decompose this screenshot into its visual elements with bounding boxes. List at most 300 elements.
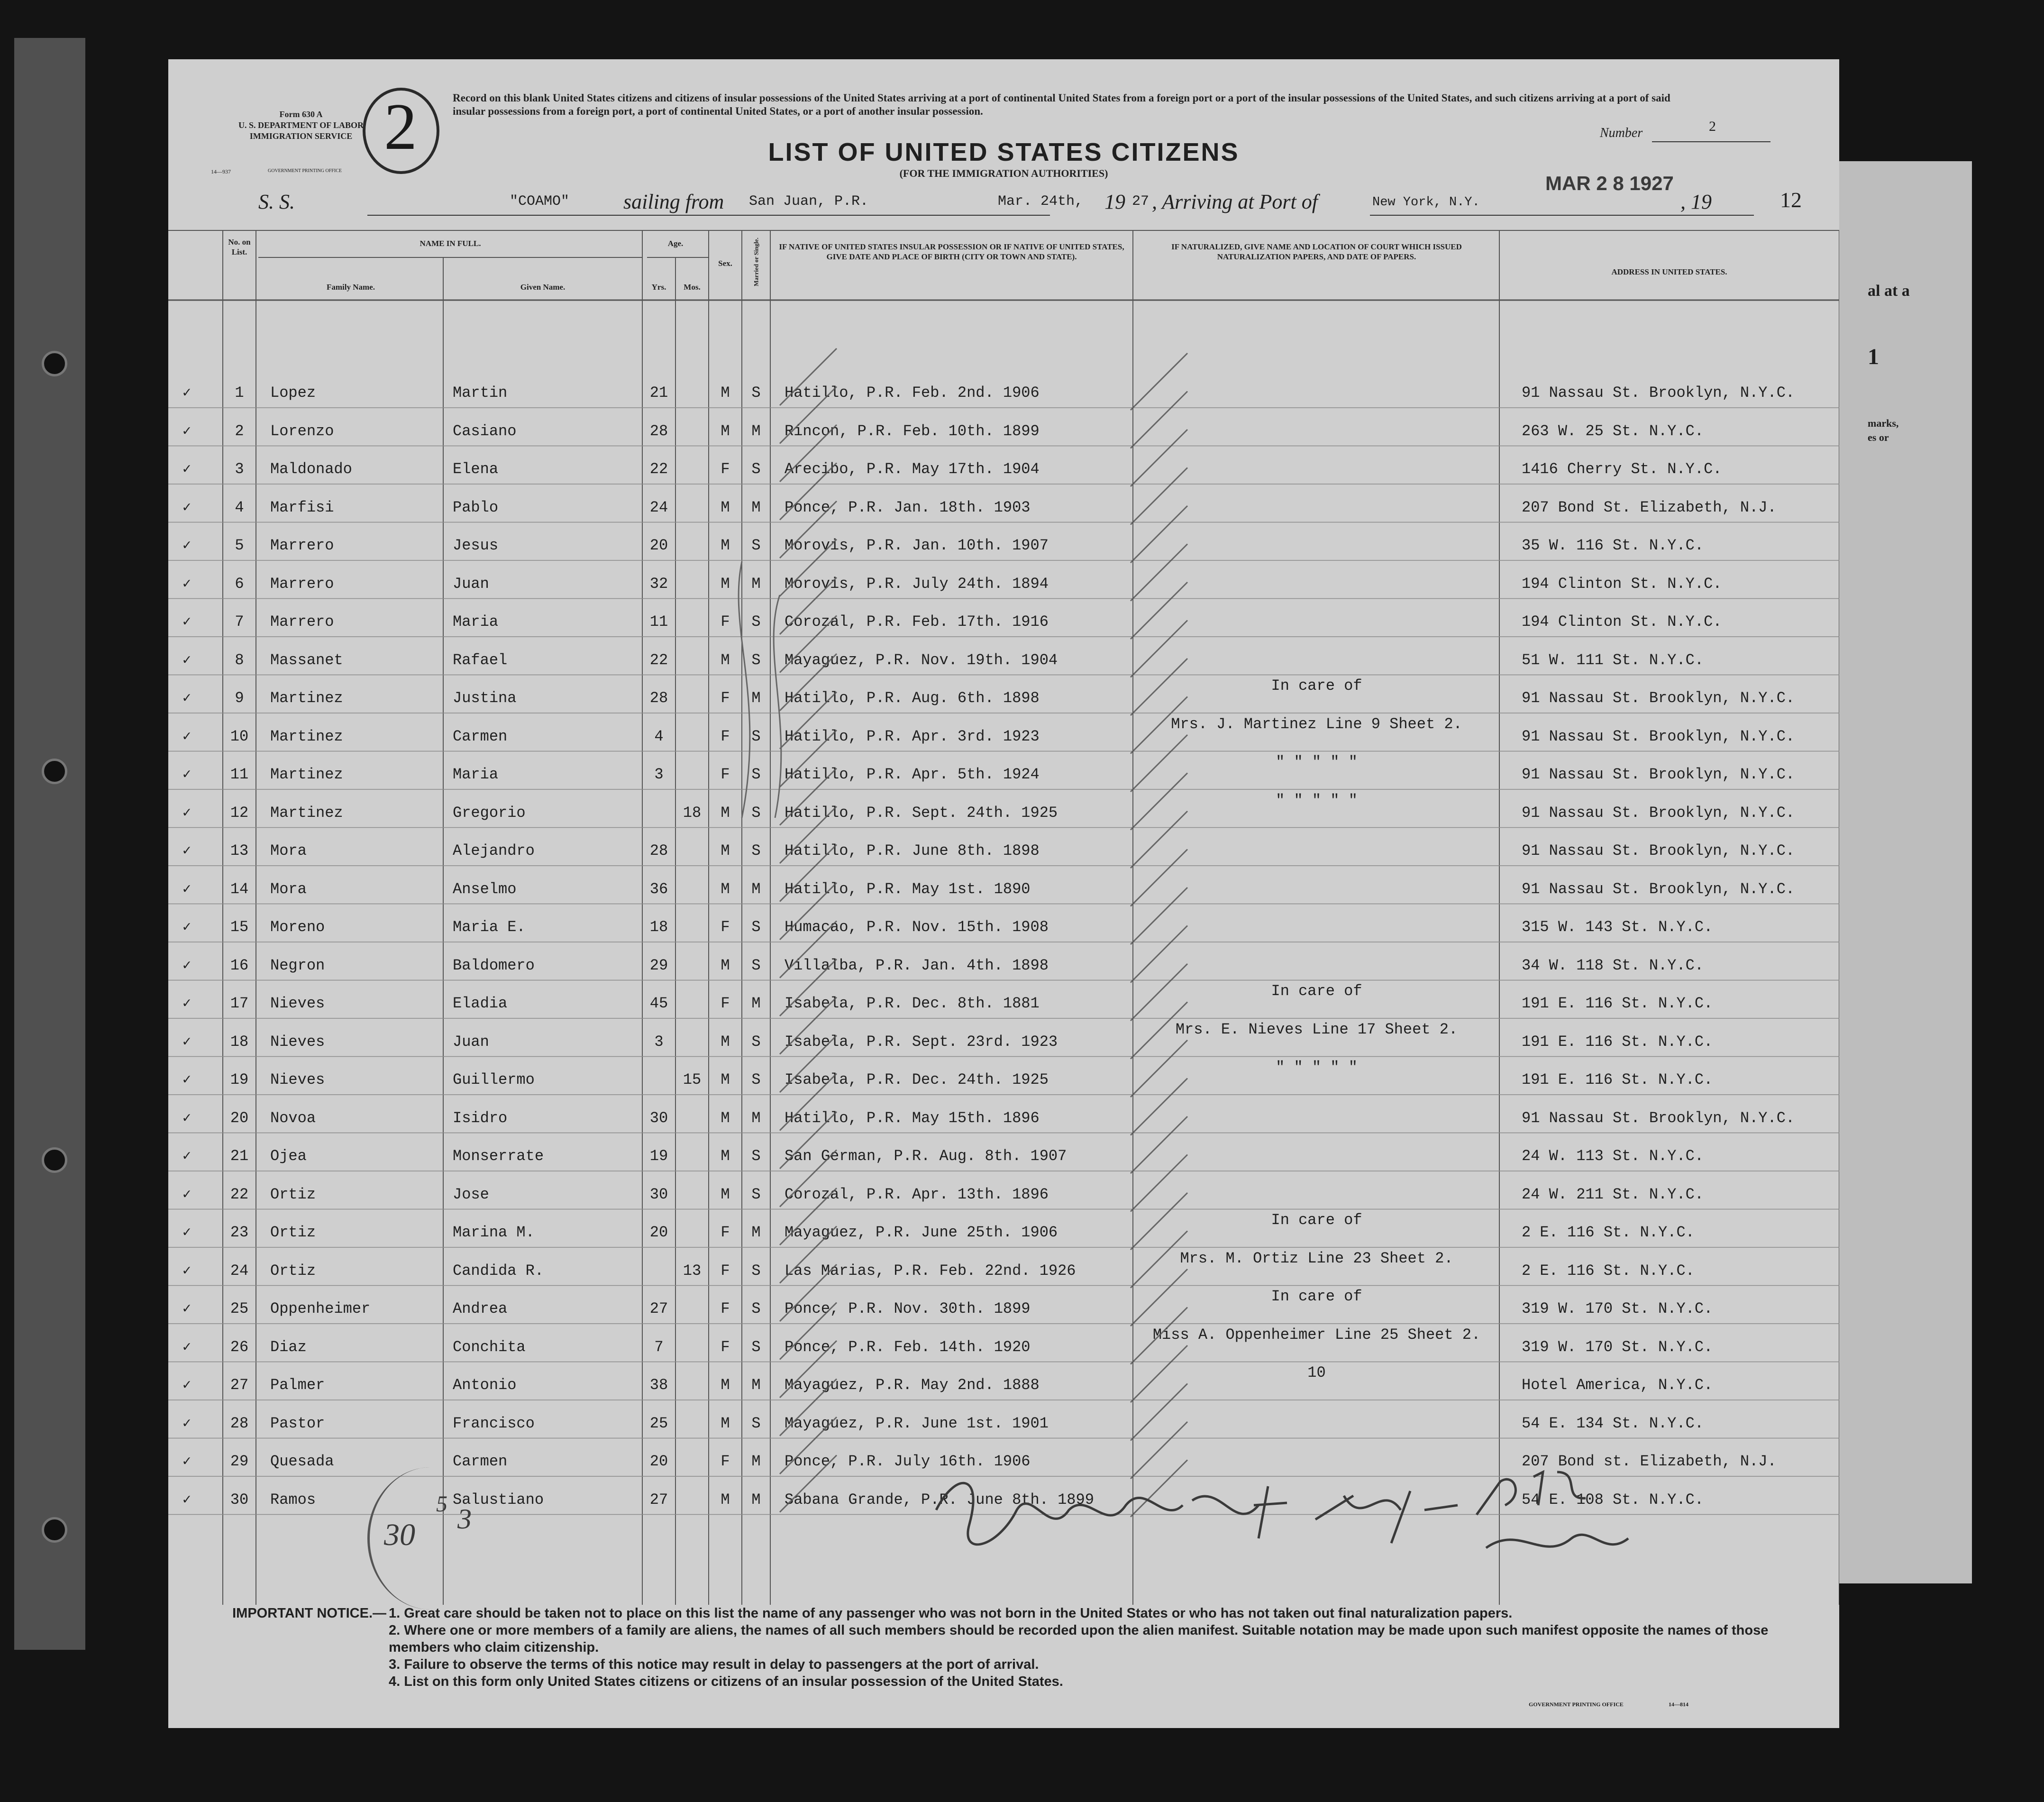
- sex: F: [721, 995, 730, 1012]
- sex: M: [721, 1033, 730, 1051]
- check-mark-icon: ✓: [182, 843, 192, 860]
- family-name: Martinez: [270, 804, 343, 822]
- sex: F: [721, 1262, 730, 1280]
- notice-item-2: 2. Where one or more members of a family are aliens, the names of all such members should be recorded upon the alien manifest. Suitable notation may be made upon such manifest opposite the names of those members who claim citizenship.: [389, 1623, 1769, 1655]
- age-years: 28: [649, 842, 668, 860]
- naturalization-note: In care of: [1271, 677, 1362, 695]
- departure-port: San Juan, P.R.: [749, 193, 869, 210]
- birth-place-date: Hatillo, P.R. Aug. 6th. 1898: [785, 689, 1040, 707]
- given-name: Maria: [453, 766, 499, 783]
- age-years: 24: [649, 498, 668, 516]
- check-mark-icon: ✓: [182, 614, 192, 631]
- col-married-single: Married or Single.: [752, 238, 760, 286]
- address: 54 E. 108 St. N.Y.C.: [1522, 1491, 1704, 1509]
- birth-place-date: Ponce, P.R. Jan. 18th. 1903: [785, 498, 1031, 516]
- year-prefix: 19: [1104, 190, 1125, 213]
- age-years: 27: [649, 1300, 668, 1317]
- underlying-page: [1839, 161, 1972, 1583]
- pencil-check-marks: [168, 59, 1839, 1624]
- underlying-text: es or: [1868, 431, 1889, 443]
- check-mark-icon: ✓: [182, 920, 192, 936]
- sex: F: [721, 918, 730, 936]
- side-tally: 30: [384, 1518, 415, 1552]
- check-mark-icon: ✓: [182, 1416, 192, 1432]
- sex: M: [721, 1491, 730, 1509]
- row-number: 5: [235, 537, 244, 554]
- marital-status: M: [751, 575, 761, 593]
- binder-hole: [42, 1147, 67, 1173]
- row-number: 12: [230, 804, 249, 822]
- row-number: 24: [230, 1262, 249, 1280]
- binder-strip: [14, 38, 85, 1650]
- given-name: Maria: [453, 613, 499, 631]
- marital-status: S: [751, 651, 761, 669]
- naturalization-note: " " " " ": [1276, 753, 1358, 771]
- address: 319 W. 170 St. N.Y.C.: [1522, 1338, 1713, 1356]
- underlying-text: al at a: [1868, 282, 1910, 300]
- family-name: Martinez: [270, 689, 343, 707]
- sex: F: [721, 1224, 730, 1241]
- naturalization-note: " " " " ": [1276, 1059, 1358, 1076]
- sex: M: [721, 1185, 730, 1203]
- service-name: IMMIGRATION SERVICE: [249, 131, 353, 141]
- print-code: 14—937: [211, 168, 231, 175]
- given-name: Elena: [453, 460, 499, 478]
- binder-hole: [42, 351, 67, 376]
- col-age: Age.: [667, 239, 684, 248]
- sex: M: [721, 1414, 730, 1432]
- family-name: Novoa: [270, 1109, 316, 1127]
- marital-status: M: [751, 1224, 761, 1241]
- col-given-name: Given Name.: [520, 283, 566, 292]
- age-years: 20: [649, 537, 668, 554]
- row-number: 16: [230, 956, 249, 974]
- birth-place-date: Hatillo, P.R. June 8th. 1898: [785, 842, 1040, 860]
- address: Hotel America, N.Y.C.: [1522, 1376, 1713, 1394]
- row-number: 2: [235, 422, 244, 440]
- side-tally-sup: 5: [436, 1491, 447, 1517]
- sex: M: [721, 1147, 730, 1165]
- address: 91 Nassau St. Brooklyn, N.Y.C.: [1522, 384, 1795, 402]
- given-name: Carmen: [453, 727, 508, 745]
- naturalization-note: In care of: [1271, 1288, 1362, 1305]
- family-name: Ojea: [270, 1147, 307, 1165]
- naturalization-note: Mrs. E. Nieves Line 17 Sheet 2.: [1175, 1020, 1458, 1038]
- number-value: 2: [1709, 119, 1716, 134]
- age-years: 19: [649, 1147, 668, 1165]
- birth-place-date: Isabela, P.R. Dec. 8th. 1881: [785, 995, 1040, 1012]
- col-birth-place: IF NATIVE OF UNITED STATES INSULAR POSSESSION OR IF NATIVE OF UNITED STATES, GIVE DATE AND PLACE OF BIRTH (CITY OR TOWN AND STATE).: [779, 242, 1124, 261]
- notice-item-1: 1. Great care should be taken not to place on this list the name of any passenger who was not born in the United States or who has not taken out final naturalization papers.: [389, 1606, 1513, 1621]
- birth-place-date: Mayaguez, P.R. June 25th. 1906: [785, 1224, 1058, 1241]
- address: 91 Nassau St. Brooklyn, N.Y.C.: [1522, 880, 1795, 898]
- printing-office: GOVERNMENT PRINTING OFFICE: [268, 168, 342, 174]
- department-name: U. S. DEPARTMENT OF LABOR: [238, 120, 364, 130]
- birth-place-date: Corozal, P.R. Apr. 13th. 1896: [785, 1185, 1049, 1203]
- address: 263 W. 25 St. N.Y.C.: [1522, 422, 1704, 440]
- address: 194 Clinton St. N.Y.C.: [1522, 575, 1722, 593]
- col-no-on-list: No. on List.: [228, 238, 251, 256]
- age-years: 30: [649, 1185, 668, 1203]
- marital-status: S: [751, 956, 761, 974]
- given-name: Jesus: [453, 537, 499, 554]
- birth-place-date: Hatillo, P.R. Sept. 24th. 1925: [785, 804, 1058, 822]
- given-name: Baldomero: [453, 956, 535, 974]
- age-years: 38: [649, 1376, 668, 1394]
- sex: M: [721, 880, 730, 898]
- number-label: Number: [1600, 126, 1643, 140]
- notice-lead: IMPORTANT NOTICE.—: [232, 1606, 386, 1621]
- age-years: 27: [649, 1491, 668, 1509]
- row-number: 1: [235, 384, 244, 402]
- given-name: Maria E.: [453, 918, 526, 936]
- naturalization-note: In care of: [1271, 982, 1362, 1000]
- row-number: 4: [235, 498, 244, 516]
- age-years: 4: [654, 727, 664, 745]
- birth-place-date: Hatillo, P.R. May 15th. 1896: [785, 1109, 1040, 1127]
- ship-name: "COAMO": [510, 193, 570, 210]
- birth-place-date: Ponce, P.R. July 16th. 1906: [785, 1453, 1031, 1470]
- marital-status: S: [751, 613, 761, 631]
- given-name: Pablo: [453, 498, 499, 516]
- col-name-in-full: NAME IN FULL.: [420, 239, 481, 248]
- naturalization-note: Mrs. M. Ortiz Line 23 Sheet 2.: [1180, 1249, 1453, 1267]
- given-name: Monserrate: [453, 1147, 544, 1165]
- check-mark-icon: ✓: [182, 576, 192, 593]
- inspector-signature: [927, 1453, 1666, 1576]
- family-name: Marrero: [270, 613, 334, 631]
- birth-place-date: Mayaguez, P.R. May 2nd. 1888: [785, 1376, 1040, 1394]
- check-mark-icon: ✓: [182, 538, 192, 554]
- address: 2 E. 116 St. N.Y.C.: [1522, 1262, 1695, 1280]
- footer-print-code: 14—814: [1669, 1701, 1688, 1708]
- address: 54 E. 134 St. N.Y.C.: [1522, 1414, 1704, 1432]
- row-number: 19: [230, 1071, 249, 1089]
- given-name: Guillermo: [453, 1071, 535, 1089]
- given-name: Gregorio: [453, 804, 526, 822]
- family-name: Nieves: [270, 1071, 325, 1089]
- marital-status: S: [751, 1147, 761, 1165]
- family-name: Lorenzo: [270, 422, 334, 440]
- address: 91 Nassau St. Brooklyn, N.Y.C.: [1522, 727, 1795, 745]
- family-name: Ortiz: [270, 1185, 316, 1203]
- family-name: Mora: [270, 842, 307, 860]
- given-name: Conchita: [453, 1338, 526, 1356]
- family-name: Nieves: [270, 1033, 325, 1051]
- marital-status: S: [751, 1262, 761, 1280]
- row-number: 28: [230, 1414, 249, 1432]
- marital-status: S: [751, 537, 761, 554]
- underlying-text: 1: [1868, 344, 1879, 369]
- col-family-name: Family Name.: [327, 283, 375, 292]
- family-name: Mora: [270, 880, 307, 898]
- col-age-months: Mos.: [684, 283, 701, 292]
- family-name: Lopez: [270, 384, 316, 402]
- age-years: 22: [649, 651, 668, 669]
- sex: M: [721, 537, 730, 554]
- family-name: Marrero: [270, 575, 334, 593]
- marital-status: S: [751, 918, 761, 936]
- row-number: 21: [230, 1147, 249, 1165]
- sex: M: [721, 842, 730, 860]
- given-name: Juan: [453, 575, 489, 593]
- important-notice: [213, 1605, 1825, 1690]
- age-months: 15: [683, 1071, 702, 1089]
- family-name: Negron: [270, 956, 325, 974]
- family-name: Quesada: [270, 1453, 334, 1470]
- address: 51 W. 111 St. N.Y.C.: [1522, 651, 1704, 669]
- row-number: 7: [235, 613, 244, 631]
- marital-status: S: [751, 460, 761, 478]
- check-mark-icon: ✓: [182, 500, 192, 516]
- family-name: Maldonado: [270, 460, 352, 478]
- row-number: 20: [230, 1109, 249, 1127]
- departure-year: 27: [1132, 193, 1150, 210]
- address: 34 W. 118 St. N.Y.C.: [1522, 956, 1704, 974]
- arrival-port: New York, N.Y.: [1372, 195, 1480, 210]
- given-name: Eladia: [453, 995, 508, 1012]
- col-address: ADDRESS IN UNITED STATES.: [1611, 267, 1727, 276]
- age-years: 20: [649, 1453, 668, 1470]
- form-number: Form 630 A: [279, 110, 323, 119]
- check-mark-icon: ✓: [182, 462, 192, 478]
- address: 194 Clinton St. N.Y.C.: [1522, 613, 1722, 631]
- address: 35 W. 116 St. N.Y.C.: [1522, 537, 1704, 554]
- sex: F: [721, 727, 730, 745]
- family-name: Oppenheimer: [270, 1300, 371, 1317]
- birth-place-date: Corozal, P.R. Feb. 17th. 1916: [785, 613, 1049, 631]
- address: 91 Nassau St. Brooklyn, N.Y.C.: [1522, 804, 1795, 822]
- family-name: Ortiz: [270, 1224, 316, 1241]
- family-name: Marrero: [270, 537, 334, 554]
- check-mark-icon: ✓: [182, 385, 192, 402]
- age-years: 29: [649, 956, 668, 974]
- birth-place-date: Ponce, P.R. Nov. 30th. 1899: [785, 1300, 1031, 1317]
- birth-place-date: Morovis, P.R. Jan. 10th. 1907: [785, 537, 1049, 554]
- row-number: 23: [230, 1224, 249, 1241]
- age-years: 21: [649, 384, 668, 402]
- row-number: 29: [230, 1453, 249, 1470]
- row-number: 18: [230, 1033, 249, 1051]
- marital-status: S: [751, 1071, 761, 1089]
- address: 24 W. 113 St. N.Y.C.: [1522, 1147, 1704, 1165]
- check-mark-icon: ✓: [182, 1072, 192, 1089]
- underlying-text: marks,: [1868, 417, 1899, 429]
- side-tally-tail: 3: [457, 1503, 472, 1535]
- birth-place-date: Mayaguez, P.R. Nov. 19th. 1904: [785, 651, 1058, 669]
- age-years: 18: [649, 918, 668, 936]
- given-name: Martin: [453, 384, 508, 402]
- row-number: 8: [235, 651, 244, 669]
- family-name: Diaz: [270, 1338, 307, 1356]
- given-name: Jose: [453, 1185, 489, 1203]
- row-number: 17: [230, 995, 249, 1012]
- family-name: Pastor: [270, 1414, 325, 1432]
- row-number: 10: [230, 727, 249, 745]
- family-name: Nieves: [270, 995, 325, 1012]
- age-years: 3: [654, 1033, 664, 1051]
- marital-status: S: [751, 804, 761, 822]
- check-mark-icon: ✓: [182, 996, 192, 1012]
- family-name: Martinez: [270, 727, 343, 745]
- naturalization-note: Mrs. J. Martinez Line 9 Sheet 2.: [1171, 715, 1462, 733]
- row-number: 26: [230, 1338, 249, 1356]
- check-mark-icon: ✓: [182, 729, 192, 745]
- address: 1416 Cherry St. N.Y.C.: [1522, 460, 1722, 478]
- check-mark-icon: ✓: [182, 1454, 192, 1470]
- birth-place-date: Hatillo, P.R. Apr. 3rd. 1923: [785, 727, 1040, 745]
- marital-status: S: [751, 1414, 761, 1432]
- family-name: Ramos: [270, 1491, 316, 1509]
- family-name: Ortiz: [270, 1262, 316, 1280]
- check-mark-icon: ✓: [182, 958, 192, 974]
- check-mark-icon: ✓: [182, 652, 192, 669]
- row-number: 22: [230, 1185, 249, 1203]
- family-name: Moreno: [270, 918, 325, 936]
- given-name: Antonio: [453, 1376, 517, 1394]
- address: 191 E. 116 St. N.Y.C.: [1522, 1071, 1713, 1089]
- given-name: Juan: [453, 1033, 489, 1051]
- check-mark-icon: ✓: [182, 1263, 192, 1280]
- naturalization-note: Miss A. Oppenheimer Line 25 Sheet 2.: [1152, 1326, 1481, 1344]
- marital-status: M: [751, 498, 761, 516]
- row-number: 30: [230, 1491, 249, 1509]
- sex: F: [721, 1338, 730, 1356]
- given-name: Justina: [453, 689, 517, 707]
- col-naturalization: IF NATURALIZED, GIVE NAME AND LOCATION OF COURT WHICH ISSUED NATURALIZATION PAPERS, AND DATE OF PAPERS.: [1171, 242, 1462, 261]
- birth-place-date: Isabela, P.R. Sept. 23rd. 1923: [785, 1033, 1058, 1051]
- check-mark-icon: ✓: [182, 1110, 192, 1127]
- row-number: 3: [235, 460, 244, 478]
- check-mark-icon: ✓: [182, 1034, 192, 1051]
- marital-status: M: [751, 995, 761, 1012]
- marital-status: S: [751, 1338, 761, 1356]
- row-number: 15: [230, 918, 249, 936]
- marital-status: S: [751, 1185, 761, 1203]
- footer-printing-office: GOVERNMENT PRINTING OFFICE: [1529, 1701, 1624, 1708]
- sex: M: [721, 422, 730, 440]
- preamble-text: Record on this blank United States citizens and citizens of insular possessions of the United States arriving at a port of continental United States from a foreign port or a port of the insular possessions of the United States, and such citizens arriving at a port of said insular possessions from a foreign port, a port of continental United States, or a port of another insular possession.: [453, 92, 1670, 117]
- address: 207 Bond st. Elizabeth, N.J.: [1522, 1453, 1777, 1470]
- marital-status: S: [751, 727, 761, 745]
- address: 319 W. 170 St. N.Y.C.: [1522, 1300, 1713, 1317]
- birth-place-date: Ponce, P.R. Feb. 14th. 1920: [785, 1338, 1031, 1356]
- departure-date: Mar. 24th,: [998, 193, 1084, 210]
- age-years: 28: [649, 422, 668, 440]
- age-years: 30: [649, 1109, 668, 1127]
- marital-status: M: [751, 1109, 761, 1127]
- birth-place-date: Hatillo, P.R. Feb. 2nd. 1906: [785, 384, 1040, 402]
- age-years: 32: [649, 575, 668, 593]
- given-name: Carmen: [453, 1453, 508, 1470]
- check-mark-icon: ✓: [182, 1378, 192, 1394]
- page-title: LIST OF UNITED STATES CITIZENS: [768, 138, 1240, 166]
- birth-place-date: San German, P.R. Aug. 8th. 1907: [785, 1147, 1067, 1165]
- sex: M: [721, 956, 730, 974]
- marital-status: M: [751, 689, 761, 707]
- given-name: Candida R.: [453, 1262, 544, 1280]
- marital-status: M: [751, 422, 761, 440]
- binder-hole: [42, 1517, 67, 1543]
- address: 24 W. 211 St. N.Y.C.: [1522, 1185, 1704, 1203]
- check-mark-icon: ✓: [182, 1301, 192, 1317]
- age-years: 20: [649, 1224, 668, 1241]
- marital-status: S: [751, 384, 761, 402]
- check-mark-icon: ✓: [182, 881, 192, 898]
- marital-status: S: [751, 1033, 761, 1051]
- birth-place-date: Mayaguez, P.R. June 1st. 1901: [785, 1414, 1049, 1432]
- sex: M: [721, 1109, 730, 1127]
- col-sex: Sex.: [718, 259, 732, 268]
- sex: F: [721, 613, 730, 631]
- sex: F: [721, 766, 730, 783]
- birth-place-date: Rincon, P.R. Feb. 10th. 1899: [785, 422, 1040, 440]
- check-mark-icon: ✓: [182, 1187, 192, 1203]
- address: 91 Nassau St. Brooklyn, N.Y.C.: [1522, 766, 1795, 783]
- row-number: 13: [230, 842, 249, 860]
- address: 315 W. 143 St. N.Y.C.: [1522, 918, 1713, 936]
- received-date-stamp: MAR 2 8 1927: [1545, 172, 1674, 194]
- given-name: Rafael: [453, 651, 508, 669]
- binder-hole: [42, 759, 67, 784]
- age-months: 13: [683, 1262, 702, 1280]
- given-name: Francisco: [453, 1414, 535, 1432]
- given-name: Isidro: [453, 1109, 508, 1127]
- naturalization-note: " " " " ": [1276, 791, 1358, 809]
- marital-status: S: [751, 766, 761, 783]
- given-name: Alejandro: [453, 842, 535, 860]
- row-number: 9: [235, 689, 244, 707]
- year2-prefix: , 19: [1680, 190, 1712, 213]
- check-mark-icon: ✓: [182, 691, 192, 707]
- row-number: 11: [230, 766, 249, 783]
- age-years: 28: [649, 689, 668, 707]
- notice-item-4: 4. List on this form only United States citizens or citizens of an insular possession of the United States.: [389, 1674, 1063, 1689]
- address: 207 Bond St. Elizabeth, N.J.: [1522, 498, 1777, 516]
- family-name: Massanet: [270, 651, 343, 669]
- age-years: 25: [649, 1414, 668, 1432]
- page-subtitle: (FOR THE IMMIGRATION AUTHORITIES): [899, 167, 1108, 179]
- age-years: 22: [649, 460, 668, 478]
- notice-item-3: 3. Failure to observe the terms of this notice may result in delay to passengers at the port of arrival.: [389, 1657, 1039, 1672]
- check-mark-icon: ✓: [182, 1339, 192, 1356]
- age-years: 11: [649, 613, 668, 631]
- marital-status: M: [751, 880, 761, 898]
- sex: F: [721, 1453, 730, 1470]
- sailing-from-label: sailing from: [623, 190, 724, 213]
- address: 91 Nassau St. Brooklyn, N.Y.C.: [1522, 689, 1795, 707]
- sex: F: [721, 460, 730, 478]
- check-mark-icon: ✓: [182, 767, 192, 783]
- row-number: 6: [235, 575, 244, 593]
- family-name: Marfisi: [270, 498, 334, 516]
- given-name: Anselmo: [453, 880, 517, 898]
- age-years: 45: [649, 995, 668, 1012]
- manifest-page: [168, 59, 1839, 1728]
- marital-status: M: [751, 1376, 761, 1394]
- birth-place-date: Las Marias, P.R. Feb. 22nd. 1926: [785, 1262, 1076, 1280]
- birth-place-date: Villalba, P.R. Jan. 4th. 1898: [785, 956, 1049, 974]
- sheet-page-number: 12: [1780, 188, 1802, 212]
- birth-place-date: Morovis, P.R. July 24th. 1894: [785, 575, 1049, 593]
- check-mark-icon: ✓: [182, 1492, 192, 1509]
- age-months: 18: [683, 804, 702, 822]
- given-name: Salustiano: [453, 1491, 544, 1509]
- sex: M: [721, 651, 730, 669]
- row-number: 14: [230, 880, 249, 898]
- address: 191 E. 116 St. N.Y.C.: [1522, 995, 1713, 1012]
- sex: M: [721, 384, 730, 402]
